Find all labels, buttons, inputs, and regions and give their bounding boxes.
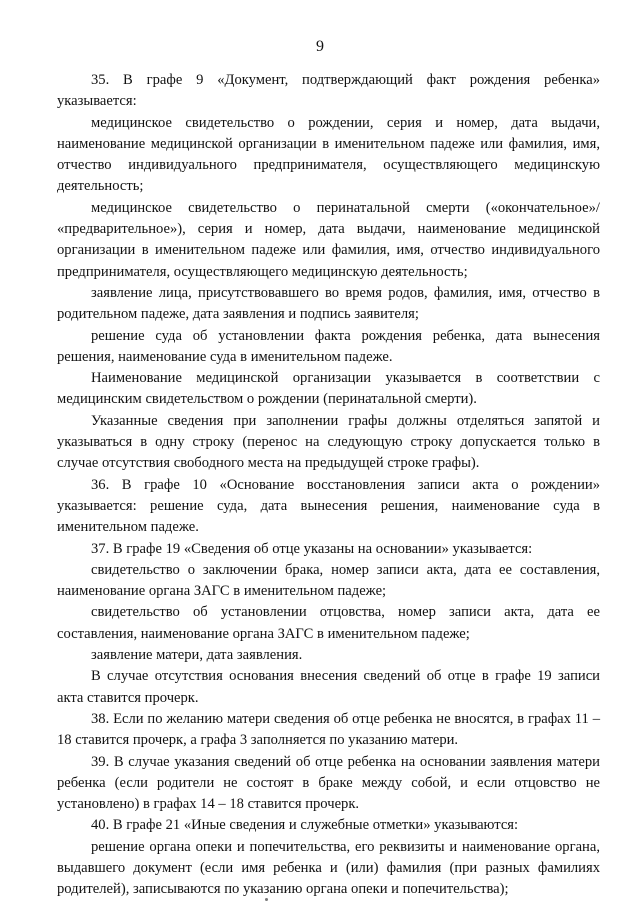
clause-35-heading: 35. В графе 9 «Документ, подтверждающий факт рождения ребенка» указывается: [57,72,600,110]
clause-38: 38. Если по желанию матери сведения об отце ребенка не вносятся, в графах 11 – 18 ставится прочерк, а графа 3 заполняется по указанию матери. [57,710,600,749]
clause-36: 36. В графе 10 «Основание восстановления записи акта о рождении» указывается: решение суда, дата вынесения решения, наименование суда в именительном падеже. [57,476,600,536]
clause-35-note-medical-organization: Наименование медицинской организации указывается в соответствии с медицинским свидетельством о рождении (перинатальной смерти). [57,370,600,408]
clause-35-item-witness-statement: заявление лица, присутствовавшего во время родов, фамилия, имя, отчество в родительном падеже, дата заявления и подпись заявителя; [57,284,600,323]
scan-speck [265,898,268,901]
clause-37-note-dash: В случае отсутствия основания внесения сведений об отце в графе 19 записи акта ставится прочерк. [57,668,600,706]
clause-37-item-marriage-certificate: свидетельство о заключении брака, номер записи акта, дата ее составления, наименование органа ЗАГС в именительном падеже; [57,561,600,600]
clause-35-item-court-decision: решение суда об установлении факта рождения ребенка, дата вынесения решения, наименование суда в именительном падеже. [57,327,600,365]
clause-39: 39. В случае указания сведений об отце ребенка на основании заявления матери ребенка (если родители не состоят в браке между собой, и если отцовство не установлено) в графах 14 – 18 ставится прочерк. [57,753,600,813]
clause-37-item-mother-statement: заявление матери, дата заявления. [91,647,303,664]
page-number: 9 [316,38,324,55]
clause-35-item-perinatal-death-certificate: медицинское свидетельство о перинатальной смерти («окончательное»/ «предварительное»), серия и номер, дата выдачи, наименование медицинской организации в именительном падеже или фамилия, имя, отчество индивидуального предпринимателя, осуществляющего медицинскую деятельность; [57,199,600,280]
clause-35-item-birth-certificate: медицинское свидетельство о рождении, серия и номер, дата выдачи, наименование медицинской организации в именительном падеже или фамилия, имя, отчество индивидуального предпринимателя, осуществляющего медицинскую деятельность; [57,114,600,195]
clause-37-item-paternity-certificate: свидетельство об установлении отцовства, номер записи акта, дата ее составления, наименование органа ЗАГС в именительном падеже; [57,604,600,642]
document-body [57,70,600,901]
clause-40-heading: 40. В графе 21 «Иные сведения и служебные отметки» указываются: [91,817,519,834]
clause-35-note-formatting: Указанные сведения при заполнении графы должны отделяться запятой и указываться в одну строку (перенос на следующую строку допускается только в случае отсутствия свободного места на предыдущей строке графы). [57,412,600,472]
clause-40-item-guardianship: решение органа опеки и попечительства, его реквизиты и наименование органа, выдавшего документ (если имя ребенка и (или) фамилия (при разных фамилиях родителей), записываются по указанию органа опеки и попечительства); [57,838,600,898]
clause-37-heading: 37. В графе 19 «Сведения об отце указаны на основании» указывается: [91,540,533,557]
